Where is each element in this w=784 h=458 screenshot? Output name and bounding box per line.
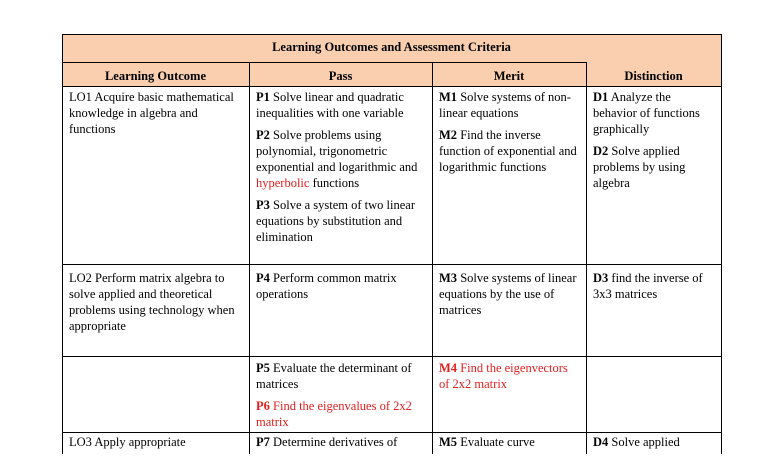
- assessment-table: [62, 34, 722, 454]
- rule: [62, 356, 722, 357]
- row4-learning-outcome: LO3 Apply appropriate: [69, 435, 186, 449]
- row2-distinction: D3 find the inverse of 3x3 matrices: [593, 271, 703, 301]
- table-title: Learning Outcomes and Assessment Criteria: [62, 34, 721, 62]
- header-pass: Pass: [249, 62, 432, 86]
- highlighted-word: hyperbolic: [256, 176, 310, 190]
- row3-distinction: [587, 358, 721, 362]
- row3-learning-outcome: [63, 358, 249, 362]
- header-merit: Merit: [432, 62, 586, 86]
- row1-pass: P1 Solve linear and quadratic inequalities with one variable P2 Solve problems using polynomial, trigonometric exponential and logarithmic and hyperbolic functions P3 Solve a system of two linear equations by substitution and elimination: [256, 90, 418, 244]
- row3-merit: M4 Find the eigenvectors of 2x2 matrix: [439, 361, 568, 391]
- header-learning-outcome: Learning Outcome: [62, 62, 249, 86]
- row2-merit: M3 Solve systems of linear equations by the use of matrices: [439, 271, 577, 317]
- row4-distinction: D4 Solve applied: [593, 435, 680, 449]
- row1-learning-outcome: LO1 Acquire basic mathematical knowledge in algebra and functions: [69, 90, 234, 136]
- row4-merit: M5 Evaluate curve: [439, 435, 535, 449]
- row1-merit: M1 Solve systems of non-linear equations M2 Find the inverse function of exponential and logarithmic functions: [439, 90, 577, 174]
- rule: [62, 34, 722, 35]
- rule: [721, 34, 722, 454]
- row4-pass: P7 Determine derivatives of: [256, 435, 398, 449]
- row1-distinction: D1 Analyze the behavior of functions graphically D2 Solve applied problems by using algebra: [593, 90, 700, 190]
- row2-learning-outcome: LO2 Perform matrix algebra to solve applied and theoretical problems using technology when appropriate: [69, 271, 235, 333]
- rule: [62, 264, 722, 265]
- row2-pass: P4 Perform common matrix operations: [256, 271, 397, 301]
- rule: [62, 62, 586, 63]
- header-distinction: Distinction: [586, 62, 721, 86]
- row3-pass: P5 Evaluate the determinant of matrices P6 Find the eigenvalues of 2x2 matrix: [256, 361, 412, 429]
